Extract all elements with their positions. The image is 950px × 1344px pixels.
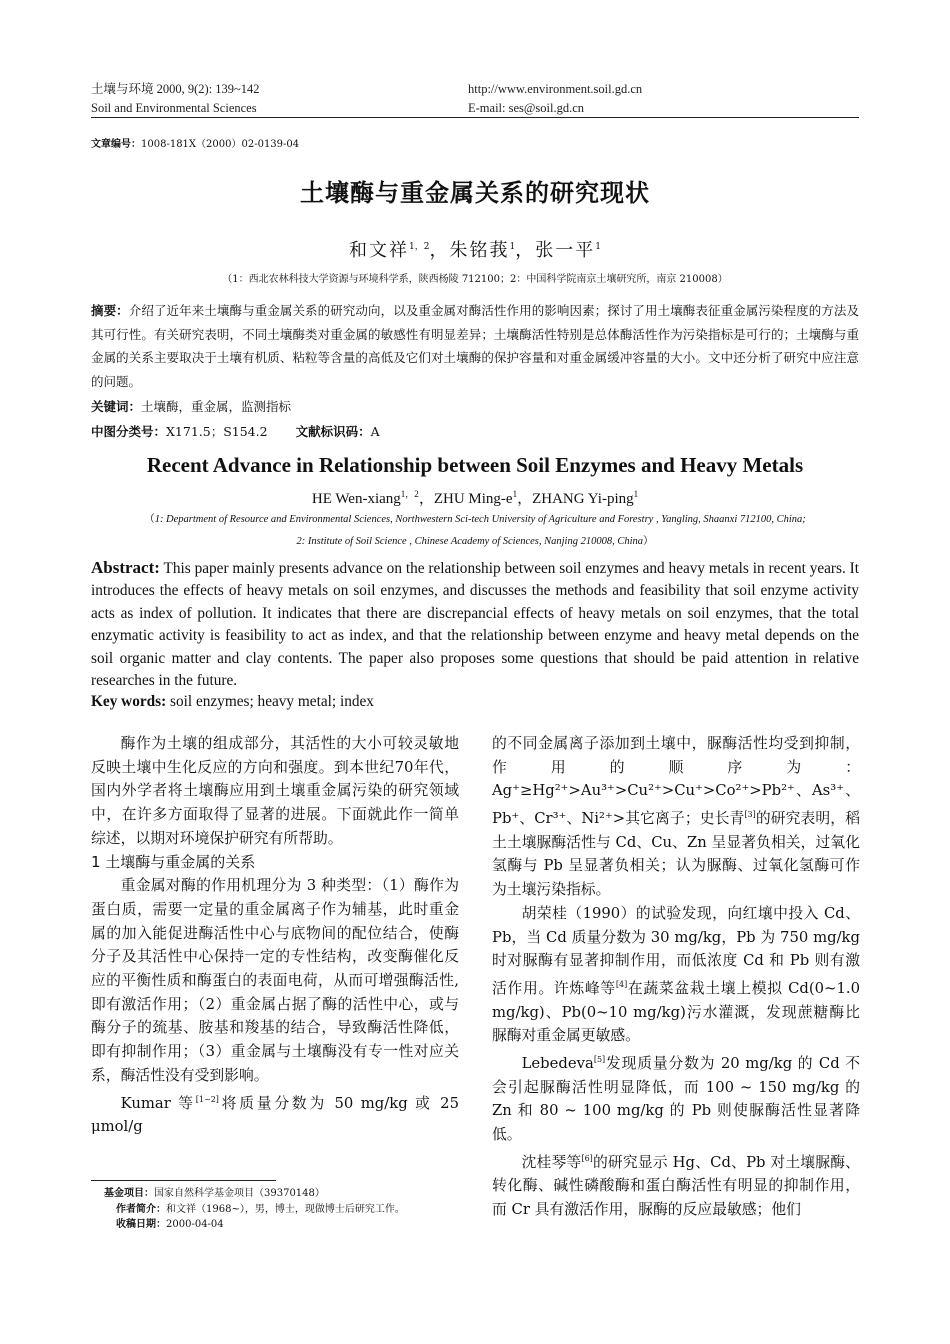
- keywords-en-label: Key words:: [91, 693, 167, 710]
- aff-close-paren: ）: [643, 536, 654, 547]
- abstract-en-text: This paper mainly presents advance on the relationship between soil enzymes and heavy metals in recent years. It introduces the effects of heavy metals on soil enzymes, and discusses the methods and feasibility that soil enzyme activity acts as index of pollution. It indicates that there are discrepancial effects of heavy metals on soil enzymes, that the total enzymatic activity is feasibility to act as index, and that the relationship between enzyme and heavy metal depends on the soil organic matter and clay contents. The paper also proposes some questions that should be paid attention in relative researches in the future.: [91, 560, 859, 690]
- abstract-cn-label: 摘要：: [91, 303, 129, 318]
- footnote-date: [104, 1217, 405, 1233]
- title-en: Recent Advance in Relationship between Soil Enzymes and Heavy Metals: [146, 453, 804, 477]
- article-number-value: 1008-181X（2000）02-0139-04: [141, 139, 300, 150]
- author-sep: ，: [418, 491, 434, 507]
- classification: [91, 422, 380, 440]
- kumar-text-b: 将质量分数为 50 mg/kg 或 25 μmol/g: [91, 1094, 459, 1136]
- date-label: 收稿日期：: [116, 1219, 166, 1230]
- section-heading-1: 1 土壤酶与重金属的关系: [91, 852, 256, 871]
- keywords-en-text: soil enzymes; heavy metal; index: [170, 693, 374, 710]
- abstract-cn-text: 介绍了近年来土壤酶与重金属关系的研究动向，以及重金属对酶活性作用的影响因素；探讨了用土壤酶表征重金属污染程度的方法及其可行性。有关研究表明，不同土壤酶类对重金属的敏感性有明显差异；土壤酶活性特别是总体酶活性作为污染指标是可行的；土壤酶与重金属的关系主要取决于土壤有机质、粘粒等含量的高低及它们对土壤酶的保护容量和对重金属缓冲容量的大小。文中还分析了研究中应注意的问题。: [91, 303, 859, 389]
- lebedeva-text-b: 发现质量分数为 20 mg/kg 的 Cd 不会引起脲酶活性明显降低，而 100 ~ 150 mg/kg 的 Zn 和 80 ~ 100 mg/kg 的 Pb 则使脲酶活性显著降低。: [492, 1054, 860, 1144]
- author-1-en: HE Wen-xiang: [311, 491, 401, 507]
- footnote-rule: [91, 1180, 276, 1181]
- fund-label: 基金项目：: [104, 1188, 154, 1199]
- journal-url[interactable]: http://www.environment.soil.gd.cn: [468, 82, 643, 96]
- author-1: 和文祥: [349, 240, 410, 261]
- keywords-cn-text: 土壤酶，重金属，监测指标: [141, 399, 292, 414]
- footnotes: [104, 1186, 405, 1233]
- citation-ref: [3]: [744, 810, 756, 820]
- abstract-en-label: Abstract:: [91, 558, 160, 577]
- aff-open-paren: （: [144, 514, 155, 525]
- author-value: 和文祥（1968~），男，博士，现做博士后研究工作。: [166, 1203, 405, 1215]
- lebedeva-text-a: Lebedeva: [521, 1054, 594, 1072]
- journal-cn: 土壤与环境 2000, 9(2): 139~142: [91, 82, 260, 96]
- paragraph-shen: [492, 1147, 860, 1222]
- citation-ref: [6]: [581, 1153, 593, 1163]
- body-left-column: [91, 732, 459, 1139]
- author-label: 作者简介：: [116, 1203, 166, 1215]
- fund-value: 国家自然科学基金项目（39370148）: [154, 1188, 325, 1199]
- intro-paragraph: 酶作为土壤的组成部分，其活性的大小可较灵敏地反映土壤中生化反应的方向和强度。到本世纪70年代，国内外学者将土壤酶应用到土壤重金属污染的研究领域中，在许多方面取得了显著的进展。下面就此作一简单综述，以期对环境保护研究有所帮助。: [91, 735, 459, 847]
- shen-text-a: 沈桂琴等: [521, 1153, 582, 1171]
- paragraph-urease: [492, 732, 860, 902]
- hu-text-a: 胡荣桂（1990）的试验发现，向红壤中投入 Cd、Pb，当 Cd 质量分数为 30 mg/kg，Pb 为 750 mg/kg 时对脲酶有显著抑制作用，而低浓度 Cd 和 Pb 则有激活作用。许炼峰等: [492, 904, 860, 997]
- page-title: 土壤酶与重金属关系的研究现状: [300, 179, 650, 207]
- classification-value: X171.5；S154.2: [166, 424, 268, 439]
- author-1-sup: 1，2: [409, 242, 430, 252]
- author-3-sup: 1: [595, 242, 601, 252]
- author-sep: ，: [517, 491, 533, 507]
- affiliation-en: [91, 509, 859, 553]
- body-right-column: [492, 732, 860, 1222]
- authors-cn: [91, 236, 859, 262]
- affiliation-cn: （1：西北农林科技大学资源与环境科学系，陕西杨陵 712100；2：中国科学院南京土壤研究所，南京 210008）: [222, 274, 728, 285]
- author-2-sup: 1: [509, 242, 516, 252]
- affiliation-en-1: 1: Department of Resource and Environmental Sciences, Northwestern Sci-tech University of Agriculture and Forestry , Yangling, Shaanxi 712100, China;: [154, 514, 806, 525]
- classification-label: 中图分类号：: [91, 424, 167, 439]
- author-3-en-sup: 1: [633, 489, 639, 499]
- footnote-author: [104, 1202, 405, 1218]
- urease-text-b: 的研究表明，稻土土壤脲酶活性与 Cd、Cu、Zn 呈显著负相关，过氧化氢酶与 Pb 呈显著负相关；认为脲酶、过氧化氢酶可作为土壤污染指标。: [492, 810, 860, 899]
- paragraph-kumar: [91, 1088, 459, 1139]
- authors-en: [91, 487, 859, 508]
- citation-ref: [4]: [615, 979, 628, 989]
- author-1-en-sup: 1，2: [400, 489, 419, 499]
- doc-code-label: 文献标识码：: [295, 424, 371, 439]
- paragraph-mechanism: 重金属对酶的作用机理分为 3 种类型：（1）酶作为蛋白质，需要一定量的重金属离子作为辅基，此时重金属的加入能促进酶活性中心与底物间的配位结合，使酶分子及其活性中心保持一定的专性结构，改变酶催化反应的平衡性质和酶蛋白的表面电荷，从而可增强酶活性,即有激活作用；（2）重金属占据了酶的活性中心，或与酶分子的巯基、胺基和羧基的结合，导致酶活性降低，即有抑制作用；（3）重金属与土壤酶没有专一性对应关系，酶活性没有受到影响。: [91, 877, 459, 1084]
- date-value: 2000-04-04: [166, 1219, 224, 1230]
- affiliation-en-2: 2: Institute of Soil Science , Chinese Academy of Sciences, Nanjing 210008, China: [296, 536, 644, 547]
- shen-text-b: 的研究显示 Hg、Cd、Pb 对土壤脲酶、转化酶、碱性磷酸酶和蛋白酶活性有明显的抑制作用，而 Cr 具有激活作用，脲酶的反应最敏感；他们: [492, 1153, 860, 1219]
- author-sep: ，: [429, 240, 450, 261]
- footnote-fund: [104, 1186, 405, 1202]
- article-number: [91, 135, 299, 150]
- journal-citation: [91, 80, 260, 118]
- urease-text-a: 的不同金属离子添加到土壤中，脲酶活性均受到抑制，作用的顺序为：Ag⁺≥Hg²⁺>Au³⁺>Cu²⁺>Cu⁺>Co²⁺>Pb²⁺、As³⁺、Pb⁺、Cr³⁺、Ni²⁺>其它离子；史长青: [492, 735, 860, 828]
- author-3: 张一平: [535, 240, 596, 261]
- author-2: 朱铭莪: [449, 240, 510, 261]
- paragraph-lebedeva: [492, 1048, 860, 1147]
- hu-text-b: 在蔬菜盆栽土壤上模拟 Cd(0~1.0 mg/kg)、Pb(0~10 mg/kg)污水灌溉，发现蔗糖酶比脲酶对重金属更敏感。: [492, 979, 860, 1045]
- journal-contact: [468, 80, 642, 118]
- keywords-cn: [91, 397, 291, 415]
- kumar-text-a: Kumar 等: [120, 1094, 196, 1112]
- keywords-cn-label: 关键词：: [91, 399, 142, 414]
- journal-email[interactable]: E-mail: ses@soil.gd.cn: [468, 101, 585, 115]
- header-rule: [91, 117, 859, 118]
- citation-ref: [1~2]: [195, 1094, 219, 1104]
- citation-ref: [5]: [593, 1054, 606, 1064]
- author-2-en: ZHU Ming-e: [433, 491, 513, 507]
- article-number-label: 文章编号：: [91, 139, 141, 150]
- author-2-en-sup: 1: [512, 489, 518, 499]
- keywords-en: [91, 693, 374, 711]
- abstract-en: [91, 557, 859, 692]
- author-3-en: ZHANG Yi-ping: [532, 491, 634, 507]
- doc-code-value: A: [370, 424, 380, 439]
- author-sep: ，: [515, 240, 536, 261]
- abstract-cn: [91, 299, 859, 393]
- paragraph-hu: [492, 902, 860, 1048]
- journal-en: Soil and Environmental Sciences: [91, 101, 257, 115]
